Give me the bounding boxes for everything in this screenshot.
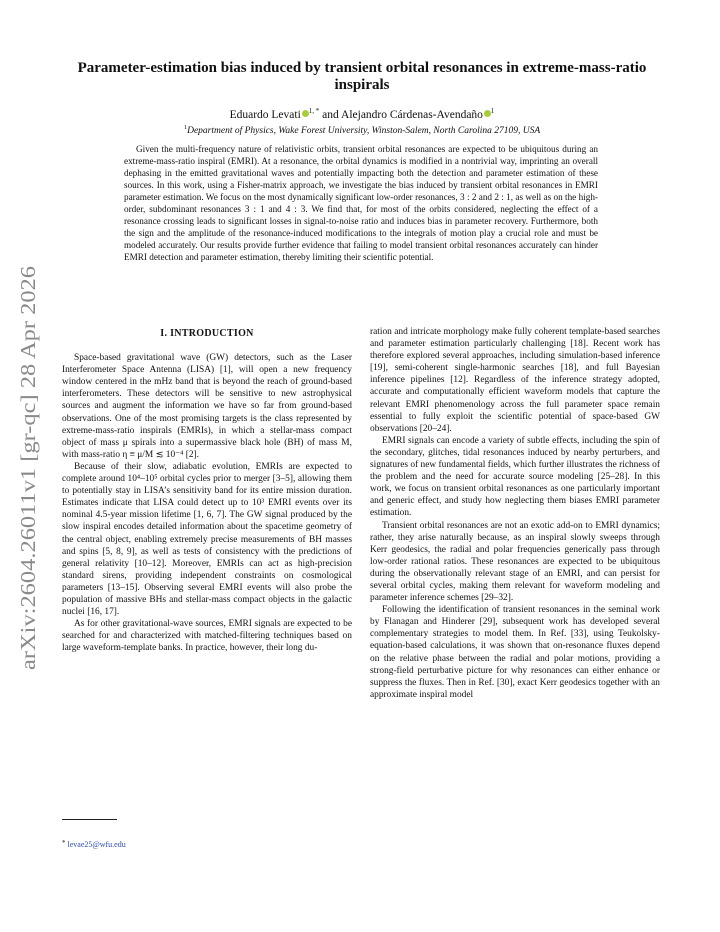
paragraph: ration and intricate morphology make fully coherent template-based searches and parameter estimation particularly challenging [18]. Recent work has therefore explored several approaches, including simulation-based inference [19], semi-coherent single-harmonic searches [18], and full Bayesian inference pipelines [12]. Regardless of the inference strategy adopted, accurate and computationally efficient waveform models that capture the relevant EMRI phenomenology across the full parameter space remain essential to fully exploit the scientific potential of space-based GW observations [20–24].	[370, 327, 660, 434]
footnote-mark: *	[62, 839, 66, 847]
email-link[interactable]: levae25@wfu.edu	[67, 840, 126, 849]
footnote	[62, 839, 126, 849]
paragraph: Space-based gravitational wave (GW) detectors, such as the Laser Interferometer Space Antenna (LISA) [1], will open a new frequency window centered in the mHz band that is beyond the reach of ground-based interferometers. These detectors will be sensitive to new astrophysical sources and augment the information we have so far from ground-based observations. One of the most promising targets is the class represented by extreme-mass-ratio inspirals (EMRIs), in which a stellar-mass compact object of mass μ spirals into a supermassive black hole (BH) of mass M, with mass-ratio η ≡ μ/M ≲ 10⁻⁴ [2].	[62, 353, 352, 460]
paragraph: As for other gravitational-wave sources, EMRI signals are expected to be searched for and characterized with matched-filtering techniques based on large waveform-template banks. In practice, however, their long du-	[62, 619, 352, 654]
arxiv-stamp	[8, 262, 46, 672]
orcid-icon[interactable]	[484, 110, 491, 117]
abstract: Given the multi-frequency nature of relativistic orbits, transient orbital resonances are expected to be ubiquitous during an extreme-mass-ratio inspiral (EMRI). At a resonance, the orbital dynamics is modified in a nontrivial way, imprinting an overall dephasing in the emitted gravitational waves and potentially impacting both the detection and parameter estimation of these sources. In this work, using a Fisher-matrix approach, we investigate the bias induced by transient orbital resonances in EMRI parameter estimation. We focus on the most dynamically significant low-order resonances, 3 : 2 and 2 : 1, as well as on the high-order, subdominant resonances 3 : 1 and 4 : 3. We find that, for most of the orbits considered, neglecting the effect of a resonance crossing leads to significant losses in signal-to-noise ratio and induces bias in parameter recovery. Furthermore, both the sign and the amplitude of the resonance-induced modifications to the integrals of motion play a crucial role and must be modeled accurately. Our results provide further evidence that failing to model transient orbital resonances accurately can hinder EMRI detection and parameter estimation, thereby limiting their scientific potential.	[124, 144, 598, 262]
affiliation	[70, 124, 654, 136]
affiliation-mark: 1	[183, 124, 188, 131]
author-1-affil-mark: 1, *	[308, 107, 320, 115]
paragraph: Because of their slow, adiabatic evolution, EMRIs are expected to complete around 10⁴–10⁵ orbital cycles prior to merger [3–5], allowing them to potentially stay in LISA’s sensitivity band for its entire mission duration. Estimates indicate that LISA could detect up to 10³ EMRI events over its nominal 4.5-year mission lifetime [1, 6, 7]. The GW signal produced by the slow inspiral encodes detailed information about the spacetime geometry of the central object, enabling extremely precise measurements of BH masses and spins [5, 8, 9], as well as tests of consistency with the predictions of general relativity [10–12]. Moreover, EMRIs can act as high-precision standard sirens, providing independent constraints on cosmological parameters [13–15]. Observing several EMRI events will also probe the population of massive BHs and stellar-mass compact objects in the galactic nuclei [16, 17].	[62, 461, 352, 618]
paper-title: Parameter-estimation bias induced by transient orbital resonances in extreme-mass-ratio inspirals	[77, 60, 647, 93]
author-conjunction: and	[322, 108, 339, 121]
author-2-affil-mark: 1	[490, 107, 495, 115]
orcid-icon[interactable]	[302, 110, 309, 117]
affiliation-text: Department of Physics, Wake Forest University, Winston-Salem, North Carolina 27109, USA	[187, 126, 541, 137]
author-2: Alejandro Cárdenas-Avendaño	[341, 108, 483, 121]
paragraph: Transient orbital resonances are not an exotic add-on to EMRI dynamics; rather, they arise naturally because, as an inspiral slowly sweeps through Kerr geodesics, the radial and polar frequencies generically pass through low-order rational ratios. These resonances are expected to be ubiquitous during the observationally relevant stage of an EMRI, and can persist for several orbital cycles, making them relevant for waveform modeling and parameter inference schemes [29–32].	[370, 520, 660, 604]
author-line	[70, 107, 654, 121]
author-1: Eduardo Levati	[229, 108, 301, 121]
footnote-rule	[62, 819, 117, 820]
arxiv-stamp-svg	[8, 262, 46, 672]
section-heading: I. INTRODUCTION	[160, 328, 254, 339]
right-column	[370, 326, 660, 701]
paragraph: EMRI signals can encode a variety of subtle effects, including the spin of the secondary, glitches, tidal resonances induced by nearby perturbers, and signatures of new fundamental fields, which further illustrates the richness of the problem and the need for accurate source modeling [25–28]. In this work, we focus on transient orbital resonances as one particularly important and generic effect, and study how neglecting them biases EMRI parameter estimation.	[370, 435, 660, 519]
arxiv-stamp-text: arXiv:2604.26011v1 [gr-qc] 28 Apr 2026	[16, 323, 40, 670]
left-column	[62, 326, 352, 654]
paragraph: Following the identification of transient resonances in the seminal work by Flanagan and Hinderer [29], subsequent work has developed several complementary strategies to model them. In Ref. [33], using Teukolsky-equation-based calculations, it was shown that on-resonance fluxes depend on the relative phase between the radial and polar motions, providing a strong-field perturbative picture for why resonances can either enhance or suppress the fluxes. Then in Ref. [30], exact Kerr geodesics together with an approximate inspiral model	[370, 605, 660, 700]
